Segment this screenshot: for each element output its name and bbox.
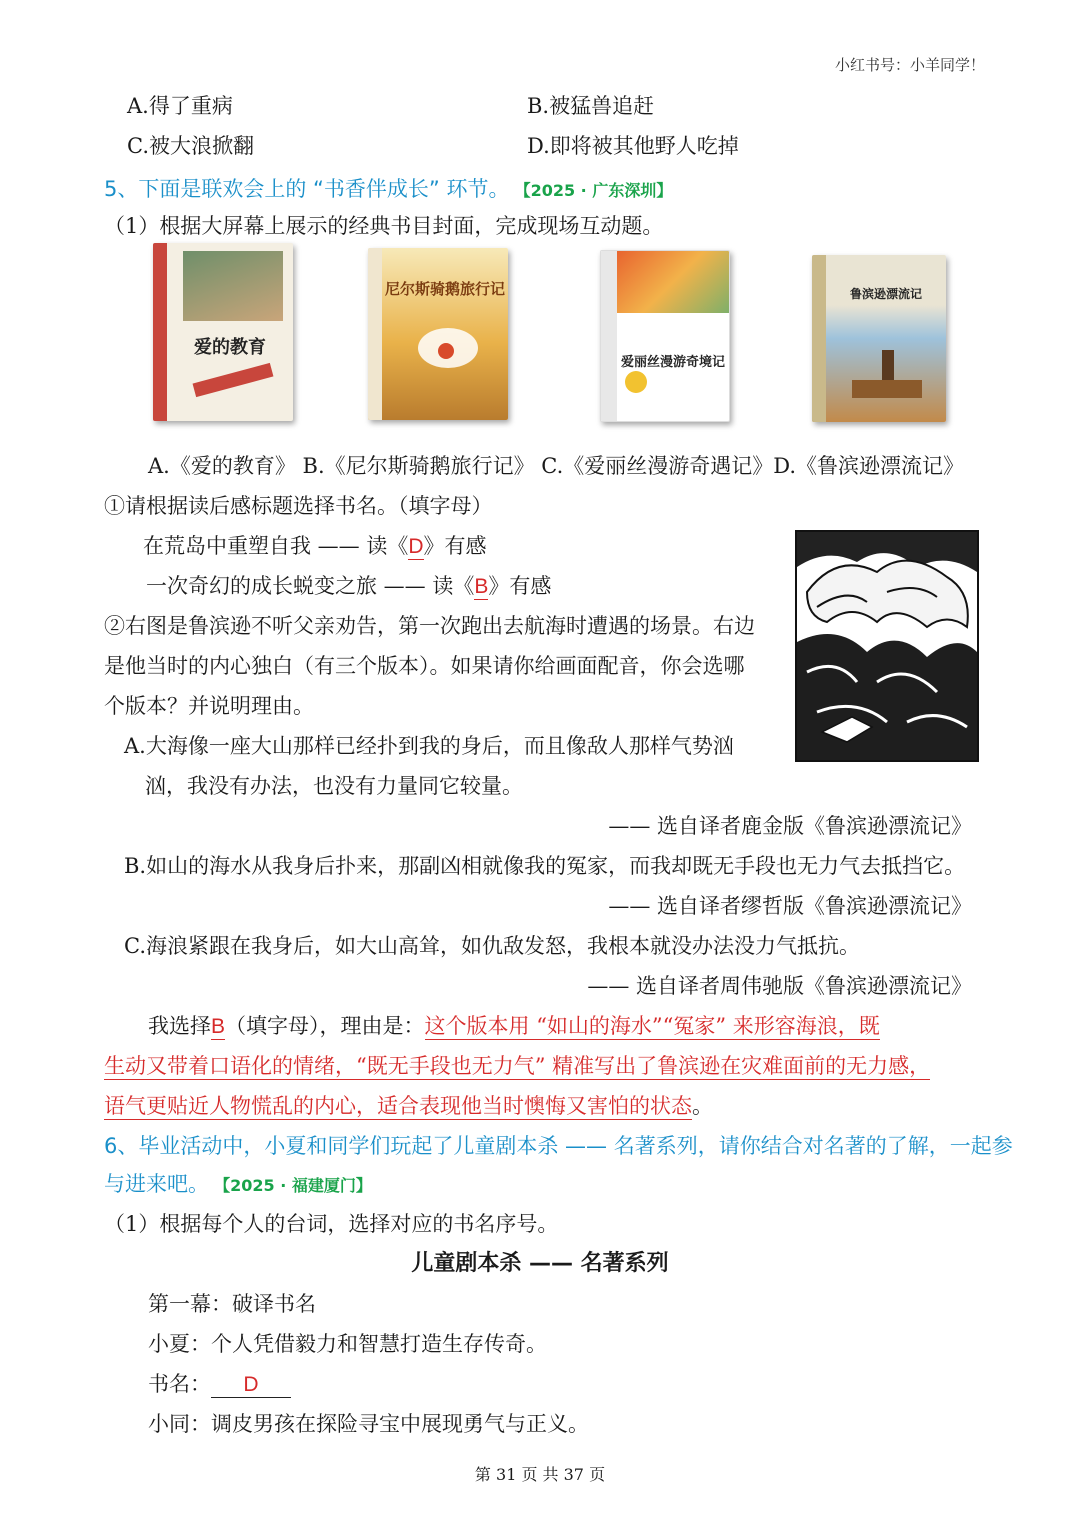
reason-line3: 语气更贴近人物慌乱的内心，适合表现他当时懊悔又害怕的状态。 [104, 1094, 713, 1118]
q5-verA-src: —— 选自译者鹿金版《鲁滨逊漂流记》 [608, 814, 972, 838]
q5-verC-1: C.海浪紧跟在我身后，如大山高耸，如仇敌发怒，我根本就没办法没力气抵抗。 [124, 934, 860, 958]
q5-part2-line1: ②右图是鲁滨逊不听父亲劝告，第一次跑出去航海时遭遇的场景。右边 [104, 614, 755, 638]
watermark: 小红书号：小羊同学！ [835, 56, 986, 74]
answer-book: D [211, 1373, 291, 1398]
q5-options-line: A.《爱的教育》 B.《尼尔斯骑鹅旅行记》 C.《爱丽丝漫游奇遇记》D.《鲁滨逊漂流记》 [148, 454, 965, 478]
q5-title1: 在荒岛中重塑自我 —— 读《D》有感 [143, 534, 487, 558]
q5-tag: 【2025 · 广东深圳】 [514, 181, 673, 200]
cover-title: 鲁滨逊漂流记 [849, 287, 922, 301]
q6-xiaotong: 小同：调皮男孩在探险寻宝中展现勇气与正义。 [148, 1412, 589, 1436]
storm-illustration [795, 530, 979, 762]
cover-title: 尼尔斯骑鹅旅行记 [384, 280, 505, 298]
cover-title: 爱丽丝漫游奇境记 [620, 355, 725, 370]
q5-title: 5、下面是联欢会上的 “书香伴成长” 环节。 [104, 177, 510, 201]
q4-option-b: B.被猛兽追赶 [527, 94, 655, 118]
q5-heading [104, 173, 672, 203]
q4-option-a: A.得了重病 [127, 94, 233, 118]
q4-option-c: C.被大浪掀翻 [127, 134, 254, 158]
q5-part1-prompt: ①请根据读后感标题选择书名。（填字母） [104, 494, 493, 518]
q5-sub1: （1）根据大屏幕上展示的经典书目封面，完成现场互动题。 [104, 214, 664, 238]
cover-lubinxun [812, 255, 946, 422]
q5-part2-line3: 个版本？并说明理由。 [104, 694, 314, 718]
cover-niersi [368, 248, 508, 420]
q6-book-answer: 书名： D [148, 1368, 291, 1398]
q6-title-line1: 6、毕业活动中，小夏和同学们玩起了儿童剧本杀 —— 名著系列，请你结合对名著的了解，一起参 [104, 1134, 1013, 1158]
q6-title-line2: 与进来吧。 【2025 · 福建厦门】 [104, 1172, 372, 1196]
q6-heading: 儿童剧本杀 —— 名著系列 [411, 1251, 669, 1276]
answer-title1: D [408, 535, 424, 558]
q5-verA-2: 汹，我没有办法，也没有力量同它较量。 [145, 774, 523, 798]
reason-line1: 这个版本用 “如山的海水”“冤家” 来形容海浪，既 [424, 1014, 880, 1038]
q6-sub1: （1）根据每个人的台词，选择对应的书名序号。 [104, 1212, 559, 1236]
q6-xiaxia: 小夏：个人凭借毅力和智慧打造生存传奇。 [148, 1332, 547, 1356]
q6-tag: 【2025 · 福建厦门】 [214, 1176, 372, 1195]
cover-ai-de-jiaoyu [153, 243, 293, 421]
q5-part2-line2: 是他当时的内心独白（有三个版本）。如果请你给画面配音，你会选哪 [104, 654, 745, 678]
reason-line2: 生动又带着口语化的情绪，“既无手段也无力气” 精准写出了鲁滨逊在灾难面前的无力感， [104, 1054, 931, 1078]
answer-choice: B [211, 1015, 226, 1038]
cover-title: 爱的教育 [194, 337, 266, 358]
q5-verB-1: B.如山的海水从我身后扑来，那副凶相就像我的冤家，而我却既无手段也无力气去抵挡它。 [124, 854, 966, 878]
page-footer: 第 31 页 共 37 页 [474, 1465, 606, 1484]
q6-act1: 第一幕：破译书名 [148, 1292, 316, 1316]
q5-verA-1: A.大海像一座大山那样已经扑到我的身后，而且像敌人那样气势汹 [124, 734, 734, 758]
q5-title2: 一次奇幻的成长蜕变之旅 —— 读《B》有感 [146, 574, 552, 598]
q5-verC-src: —— 选自译者周伟驰版《鲁滨逊漂流记》 [587, 974, 972, 998]
cover-ailisi [600, 250, 730, 422]
storm-wave-icon [797, 532, 977, 760]
q5-verB-src: —— 选自译者缪哲版《鲁滨逊漂流记》 [608, 894, 972, 918]
answer-title2: B [474, 575, 489, 598]
q5-choice: 我选择B（填字母），理由是：这个版本用 “如山的海水”“冤家” 来形容海浪，既 [148, 1014, 880, 1038]
q4-option-d: D.即将被其他野人吃掉 [527, 134, 739, 158]
